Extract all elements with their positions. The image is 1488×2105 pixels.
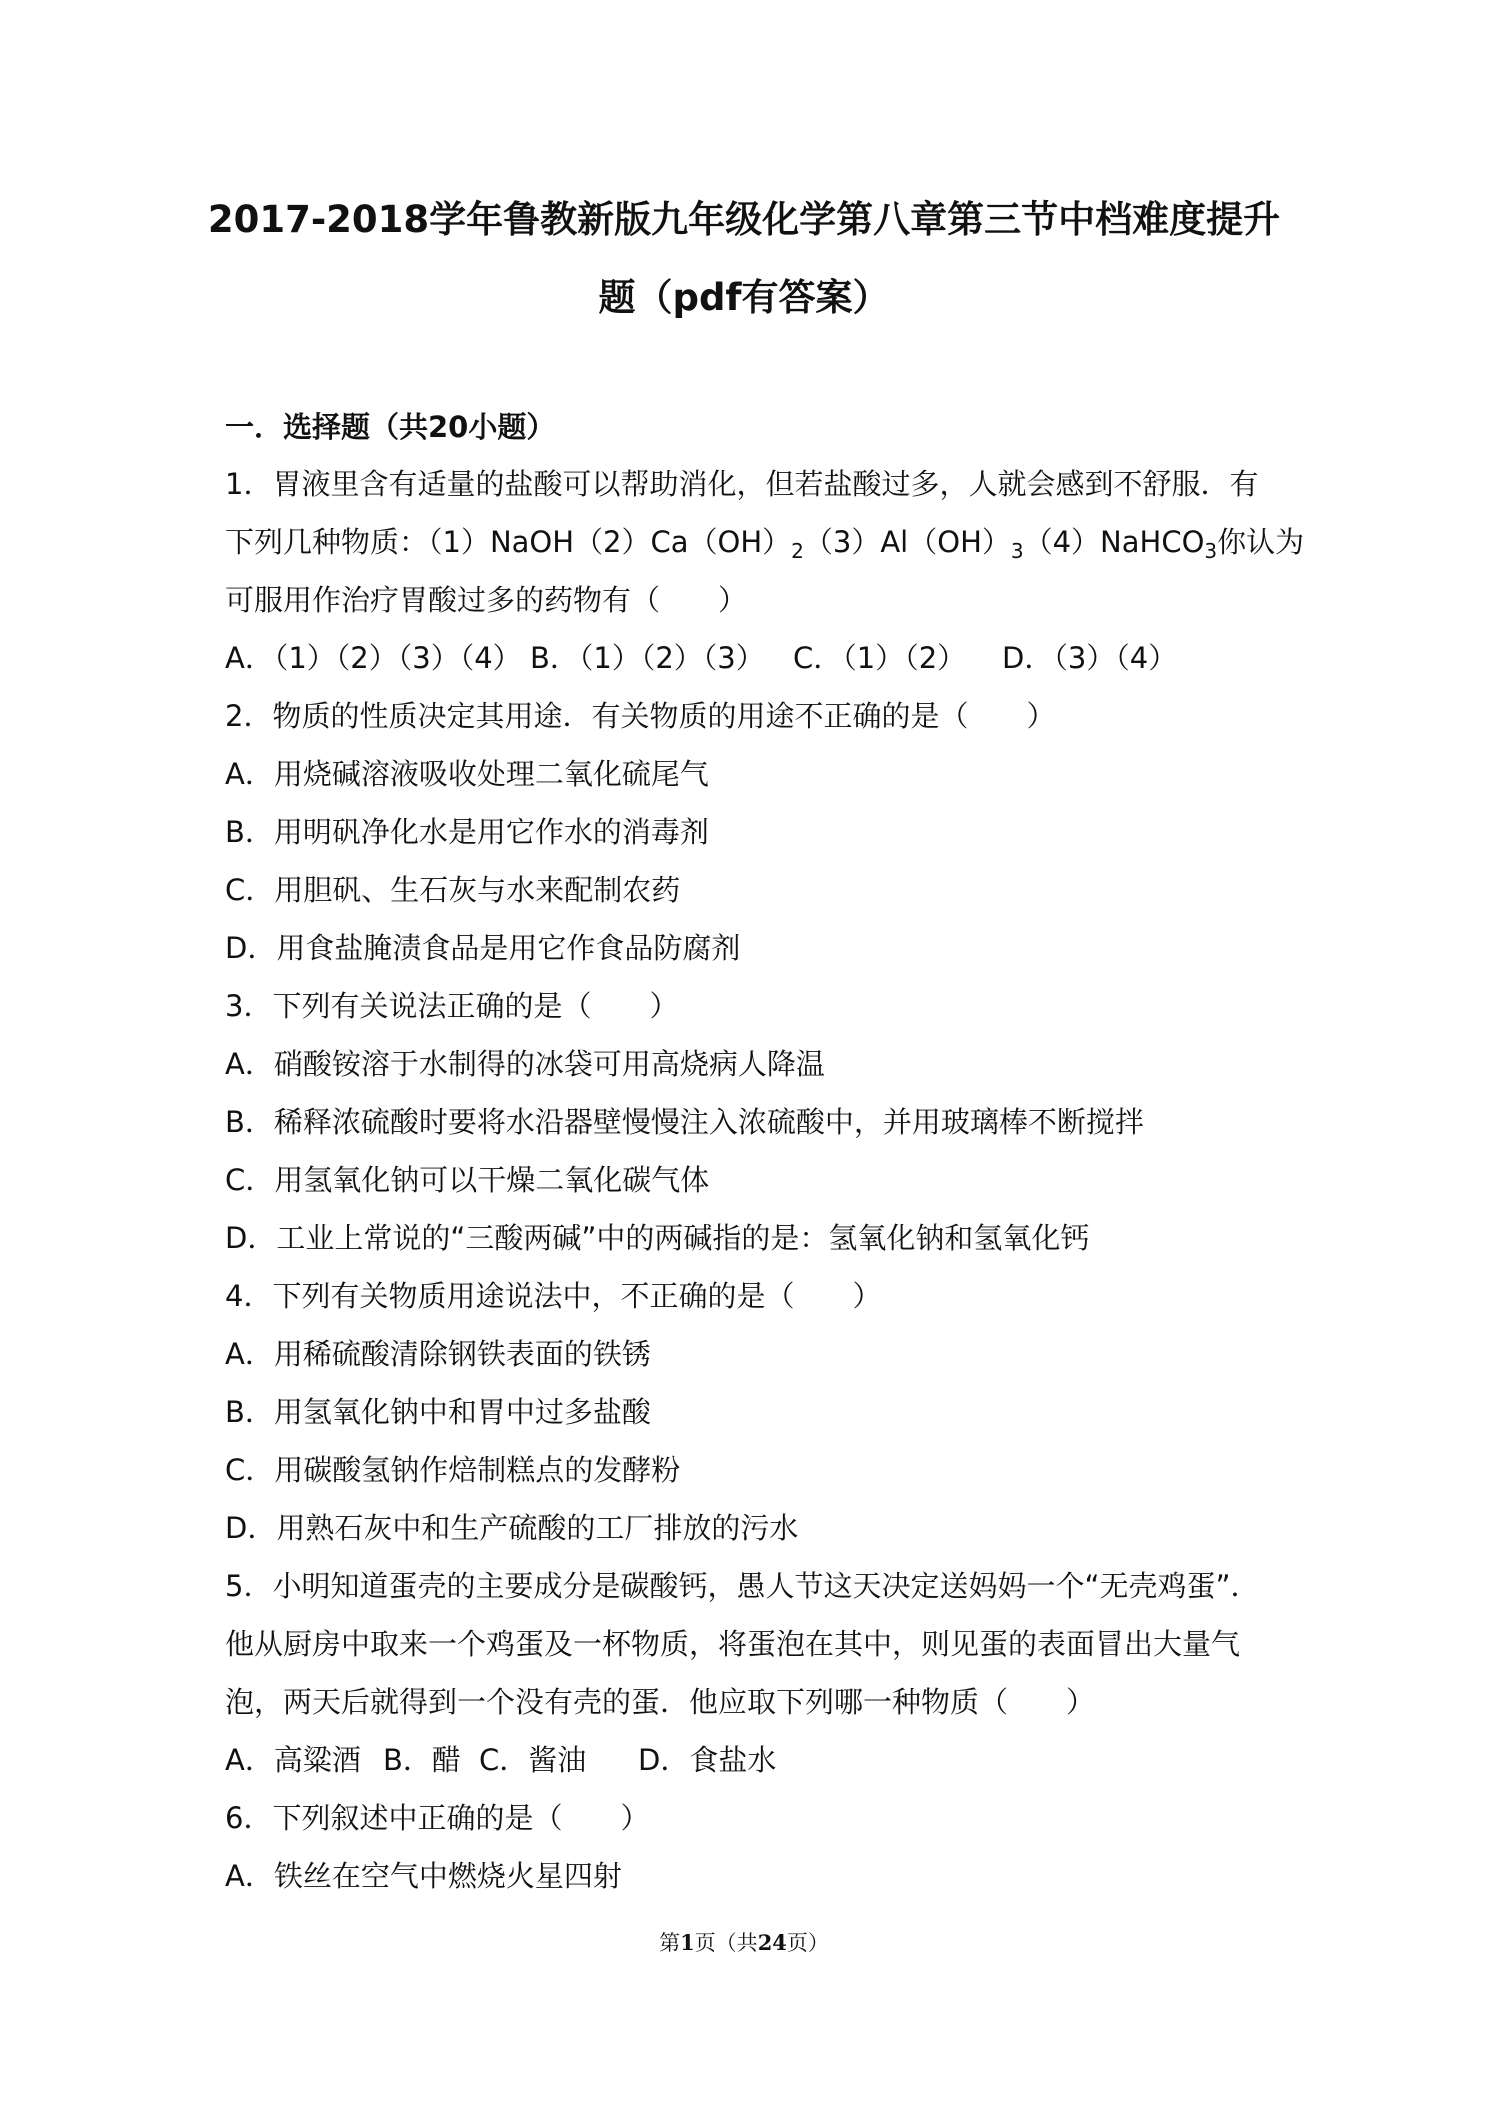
question-4-option-a: A．用稀硫酸清除钢铁表面的铁锈	[225, 1337, 651, 1371]
document-title-line2: 题（pdf有答案）	[598, 276, 890, 319]
question-1-text: 下列几种物质：（1）NaOH（2）Ca（OH）	[225, 525, 792, 559]
question-5-stem-line1: 5．小明知道蛋壳的主要成分是碳酸钙，愚人节这天决定送妈妈一个“无壳鸡蛋”．	[225, 1569, 1260, 1603]
question-1-stem-line2	[225, 525, 1305, 563]
question-2-option-b: B．用明矾净化水是用它作水的消毒剂	[225, 815, 709, 849]
question-5-options	[225, 1743, 776, 1777]
page-footer	[0, 1930, 1488, 1956]
option-c: C．（1）（2）	[793, 641, 967, 675]
question-3-option-a: A．硝酸铵溶于水制得的冰袋可用高烧病人降温	[225, 1047, 825, 1081]
question-1-text: （3）Al（OH）	[803, 525, 1011, 559]
subscript: 3	[1010, 539, 1024, 563]
question-2-option-d: D．用食盐腌渍食品是用它作食品防腐剂	[225, 931, 741, 965]
section-heading: 一．选择题（共20小题）	[225, 410, 556, 444]
question-5-stem-line2: 他从厨房中取来一个鸡蛋及一杯物质，将蛋泡在其中，则见蛋的表面冒出大量气	[225, 1627, 1241, 1661]
footer-suffix: 页）	[786, 1931, 829, 1955]
question-3-option-b: B．稀释浓硫酸时要将水沿器壁慢慢注入浓硫酸中，并用玻璃棒不断搅拌	[225, 1105, 1144, 1139]
question-4-option-d: D．用熟石灰中和生产硫酸的工厂排放的污水	[225, 1511, 799, 1545]
question-2-stem: 2．物质的性质决定其用途．有关物质的用途不正确的是（ ）	[225, 699, 1056, 733]
question-5-stem-line3: 泡，两天后就得到一个没有壳的蛋．他应取下列哪一种物质（ ）	[225, 1685, 1096, 1719]
subscript: 3	[1204, 539, 1218, 563]
question-2-option-a: A．用烧碱溶液吸收处理二氧化硫尾气	[225, 757, 709, 791]
question-1-stem-line1: 1．胃液里含有适量的盐酸可以帮助消化，但若盐酸过多，人就会感到不舒服．有	[225, 467, 1259, 501]
question-6-option-a: A．铁丝在空气中燃烧火星四射	[225, 1859, 622, 1893]
question-4-option-c: C．用碳酸氢钠作焙制糕点的发酵粉	[225, 1453, 681, 1487]
question-2-option-c: C．用胆矾、生石灰与水来配制农药	[225, 873, 681, 907]
question-1-text: （4）NaHCO	[1023, 525, 1205, 559]
question-4-stem: 4．下列有关物质用途说法中，不正确的是（ ）	[225, 1279, 882, 1313]
question-1-stem-line3: 可服用作治疗胃酸过多的药物有（ ）	[225, 583, 748, 617]
page-total: 24	[757, 1930, 787, 1955]
option-d: D．食盐水	[638, 1743, 777, 1777]
question-1-text: 你认为	[1217, 525, 1305, 559]
question-3-option-d: D．工业上常说的“三酸两碱”中的两碱指的是：氢氧化钠和氢氧化钙	[225, 1221, 1090, 1255]
document-title-line1: 2017-2018学年鲁教新版九年级化学第八章第三节中档难度提升	[207, 198, 1281, 241]
question-3-option-c: C．用氢氧化钠可以干燥二氧化碳气体	[225, 1163, 710, 1197]
question-1-options	[225, 641, 1177, 675]
option-b: B．醋	[383, 1743, 461, 1777]
page-number: 1	[680, 1930, 695, 1955]
option-a: A．（1）（2）（3）（4）	[225, 641, 522, 675]
question-3-stem: 3．下列有关说法正确的是（ ）	[225, 989, 679, 1023]
option-a: A．高粱酒	[225, 1743, 361, 1777]
subscript: 2	[791, 539, 804, 563]
footer-prefix: 第	[659, 1931, 681, 1955]
footer-middle: 页（共	[694, 1931, 758, 1955]
option-c: C．酱油	[479, 1743, 587, 1777]
option-d: D．（3）（4）	[1002, 641, 1178, 675]
question-6-stem: 6．下列叙述中正确的是（ ）	[225, 1801, 650, 1835]
question-4-option-b: B．用氢氧化钠中和胃中过多盐酸	[225, 1395, 651, 1429]
option-b: B．（1）（2）（3）	[530, 641, 765, 675]
